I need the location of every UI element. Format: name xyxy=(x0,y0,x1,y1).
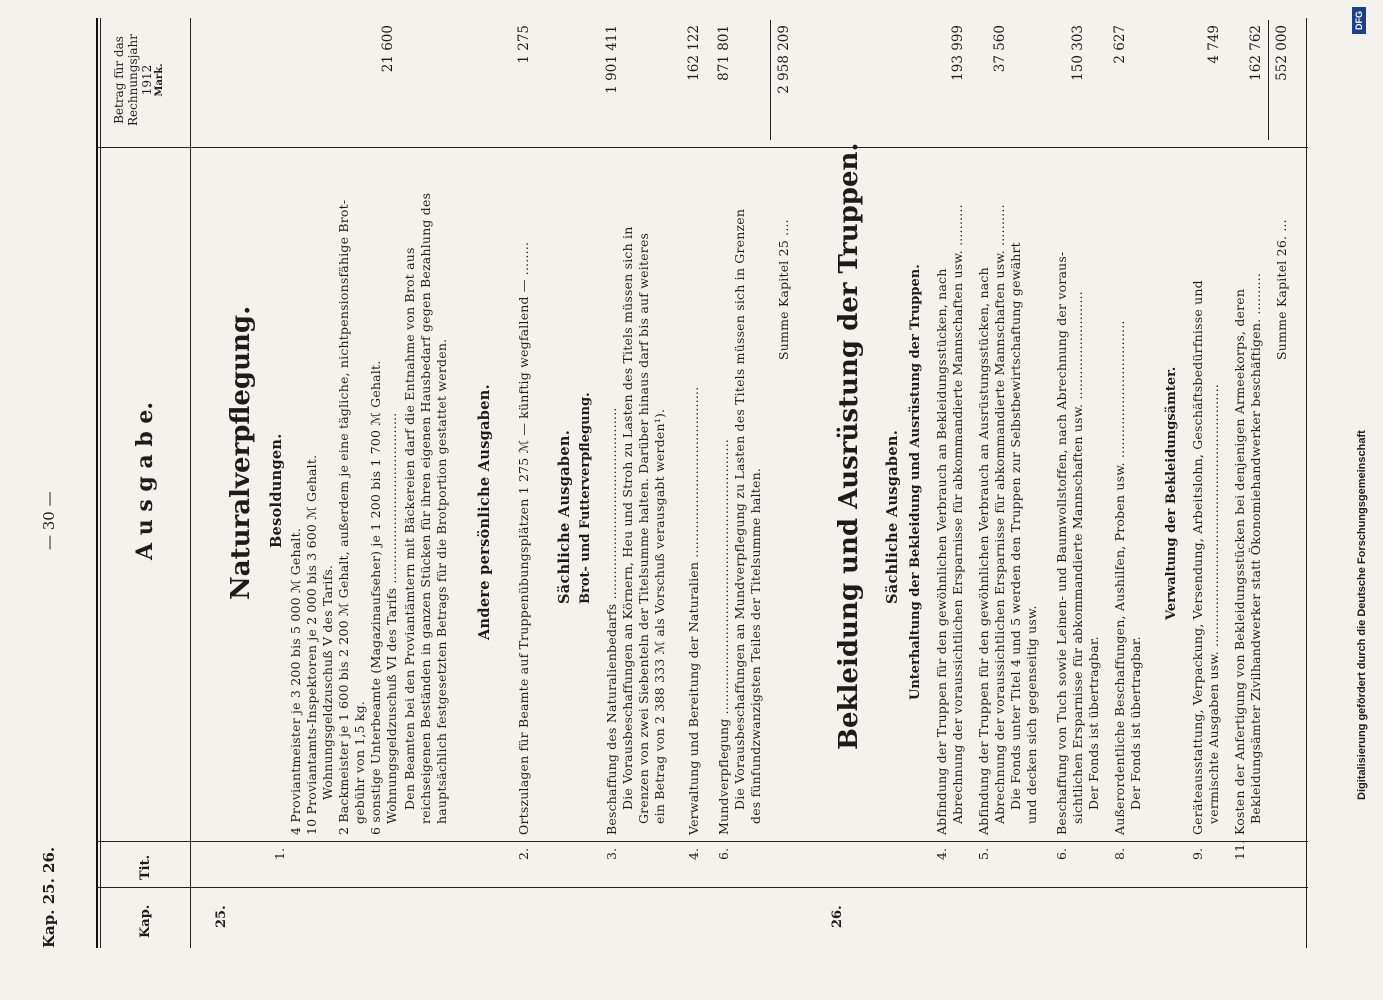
tit-26-9: 9. xyxy=(1190,847,1205,860)
k26-amount-4: 193 999 xyxy=(950,25,966,81)
k25-b8: Den Beamten bei den Proviantämtern mit Bäckereien darf die Entnahme von Brot aus xyxy=(402,247,417,810)
k25-c1: Beschaffung des Naturalienbedarfs .............................................. xyxy=(604,407,619,835)
k25-o1: Ortszulagen für Beamte auf Truppenübungsplätzen 1 275 ℳ — künftig wegfallend — ........ xyxy=(516,241,531,835)
k25-b9: reichseigenen Beständen in ganzen Stücken für ihren eigenen Hausbedarf gegen Bezahlung des xyxy=(418,192,433,824)
k26-amount-5: 37 560 xyxy=(992,25,1008,73)
header-rule xyxy=(190,18,191,948)
k26-amount-6: 150 303 xyxy=(1070,25,1086,81)
k25-e1: Mundverpflegung .................................................................. xyxy=(716,438,731,835)
k26-unterhaltung: Unterhaltung der Bekleidung und Ausrüstung der Truppen. xyxy=(908,264,923,700)
k26-k1: Kosten der Anfertigung von Bekleidungsstücken bei denjenigen Armeekorps, deren xyxy=(1232,288,1247,835)
k26-sum: 552 000 xyxy=(1274,25,1290,81)
k26-g1: Abfindung der Truppen für den gewöhnlichen Verbrauch an Ausrüstungsstücken, nach xyxy=(976,267,991,835)
col-header-ausgabe: A u s g a b e. xyxy=(132,401,158,560)
tit-26-5: 5. xyxy=(976,847,991,860)
col-rule-amount xyxy=(96,147,1308,148)
k26-h3: Der Fonds ist übertragbar. xyxy=(1086,636,1101,810)
col-header-tit: Tit. xyxy=(138,854,153,880)
k26-amount-9: 4 749 xyxy=(1206,25,1222,64)
k25-amount-4: 162 122 xyxy=(686,25,702,81)
k25-andere: Andere persönliche Ausgaben. xyxy=(476,384,493,640)
k26-g4: und decken sich gegenseitig usw. xyxy=(1024,605,1039,824)
k25-title: Naturalverpflegung. xyxy=(226,305,256,600)
running-head: Kap. 25. 26. xyxy=(40,846,58,948)
k25-brot: Brot- und Futterverpflegung. xyxy=(578,392,593,604)
tit-26-8: 8. xyxy=(1112,847,1127,860)
k25-sum-rule xyxy=(770,20,771,140)
k25-d1: Verwaltung und Bereitung der Naturalien ......................................... xyxy=(686,386,701,835)
page-number: — 30 — xyxy=(40,491,58,550)
k26-title: Bekleidung und Ausrüstung der Truppen. xyxy=(834,142,864,750)
k26-j1: Geräteausstattung, Verpackung, Versendung, Arbeitslohn, Geschäftsbedürfnisse und xyxy=(1190,280,1205,835)
kap-26: 26. xyxy=(830,905,845,928)
k25-e2: Die Vorausbeschaffungen an Mundverpflegung zu Lasten des Titels müssen sich in Grenzen xyxy=(732,208,747,810)
k25-b3: Wohnungsgeldzuschuß V des Tarifs. xyxy=(320,564,335,800)
k25-b10: hauptsächlich festgesetzten Betrags für die Brotportion gestattet werden. xyxy=(434,338,449,824)
top-rule-thin xyxy=(100,18,101,948)
k25-amount-3: 1 901 411 xyxy=(604,25,620,94)
k26-saechlich: Sächliche Ausgaben. xyxy=(884,429,901,604)
k25-c3: Grenzen von zwei Siebenteln der Titelsumme halten. Darüber hinaus darf bis auf weiteres xyxy=(636,232,651,824)
digitization-footer: Digitalisierung gefördert durch die Deutsche Forschungsgemeinschaft xyxy=(1356,430,1368,800)
kap-25: 25. xyxy=(214,905,229,928)
tit-26-6: 6. xyxy=(1054,847,1069,860)
k25-sum-label: Summe Kapitel 25 .... xyxy=(776,219,791,360)
k25-sum: 2 958 209 xyxy=(776,25,792,94)
col-header-kap: Kap. xyxy=(138,904,153,938)
tit-6: 6. xyxy=(716,847,731,860)
k26-j2: vermischte Ausgaben usw. ............................................................... xyxy=(1206,383,1221,824)
dfg-logo: DFG xyxy=(1352,7,1366,34)
k25-b2: 10 Proviantamts-Inspektoren je 2 000 bis 3 600 ℳ Gehalt. xyxy=(304,454,319,835)
col-header-amount: Betrag für das Rechnungsjahr 1912 Mark. xyxy=(112,34,165,126)
k25-saechlich: Sächliche Ausgaben. xyxy=(556,429,573,604)
k25-b7: Wohnungsgeldzuschuß VI des Tarifs ......................................... xyxy=(384,412,399,824)
k25-besoldungen: Besoldungen. xyxy=(268,433,285,548)
k25-amount-1: 21 600 xyxy=(380,25,396,73)
k26-amount-11: 162 762 xyxy=(1248,25,1264,81)
k26-sum-rule xyxy=(1268,20,1269,140)
k26-g3: Die Fonds unter Titel 4 und 5 werden den Truppen zur Selbstbewirtschaftung gewährt xyxy=(1008,242,1023,810)
k25-amount-6: 871 801 xyxy=(716,25,732,81)
tit-2: 2. xyxy=(516,847,531,860)
k25-c2: Die Vorausbeschaffungen an Körnern, Heu und Stroh zu Lasten des Titels müssen sich in xyxy=(620,226,635,810)
tit-1: 1. xyxy=(272,847,287,860)
k25-c4: ein Betrag von 2 388 333 ℳ als Vorschuß verausgabt werden¹). xyxy=(652,408,667,824)
k25-b6: 6 sonstige Unterbeamte (Magazinaufseher) je 1 200 bis 1 700 ℳ Gehalt. xyxy=(368,360,383,835)
k25-b4: 2 Backmeister je 1 600 bis 2 200 ℳ Gehalt, außerdem je eine tägliche, nichtpensionsfähige Brot- xyxy=(336,199,351,835)
k25-b1: 4 Proviantmeister je 3 200 bis 5 000 ℳ Gehalt. xyxy=(288,527,303,835)
k26-k2: Bekleidungsämter Zivilhandwerker statt Ökonomiehandwerker beschäftigen. .......... xyxy=(1248,272,1263,824)
k25-amount-2: 1 275 xyxy=(516,25,532,64)
k26-h1: Beschaffung von Tuch sowie Leinen- und Baumwollstoffen, nach Abrechnung der voraus- xyxy=(1054,251,1069,835)
k26-i1: Außerordentliche Beschaffungen, Aushilfen, Proben usw. ................................. xyxy=(1112,320,1127,835)
k26-h2: sichtlichen Ersparnisse für abkommandierte Mannschaften usw. .......................... xyxy=(1070,291,1085,824)
k26-sum-label: Summe Kapitel 26. ... xyxy=(1274,219,1289,360)
k25-b5: gebühr von 1,5 kg. xyxy=(352,700,367,824)
col-rule-tit xyxy=(96,841,1308,842)
k26-g2: Abrechnung der voraussichtlichen Ersparnisse für abkommandierte Mannschaften usw. .......... xyxy=(992,204,1007,824)
tit-26-4: 4. xyxy=(934,847,949,860)
k26-amount-8: 2 627 xyxy=(1112,25,1128,64)
tit-4: 4. xyxy=(686,847,701,860)
k25-e3: des fünfundzwanzigsten Teiles der Titelsumme halten. xyxy=(748,467,763,824)
k26-i2: Der Fonds ist übertragbar. xyxy=(1128,636,1143,810)
bottom-rule xyxy=(1306,18,1307,948)
k26-f1: Abfindung der Truppen für den gewöhnlichen Verbrauch an Bekleidungsstücken, nach xyxy=(934,268,949,835)
k26-verwaltung: Verwaltung der Bekleidungsämter. xyxy=(1164,366,1179,620)
tit-3: 3. xyxy=(604,847,619,860)
top-rule xyxy=(96,18,98,948)
tit-26-11: 11. xyxy=(1232,839,1247,860)
col-rule-kap xyxy=(96,887,1308,888)
k26-f2: Abrechnung der voraussichtlichen Ersparnisse für abkommandierte Mannschaften usw. .......... xyxy=(950,204,965,824)
